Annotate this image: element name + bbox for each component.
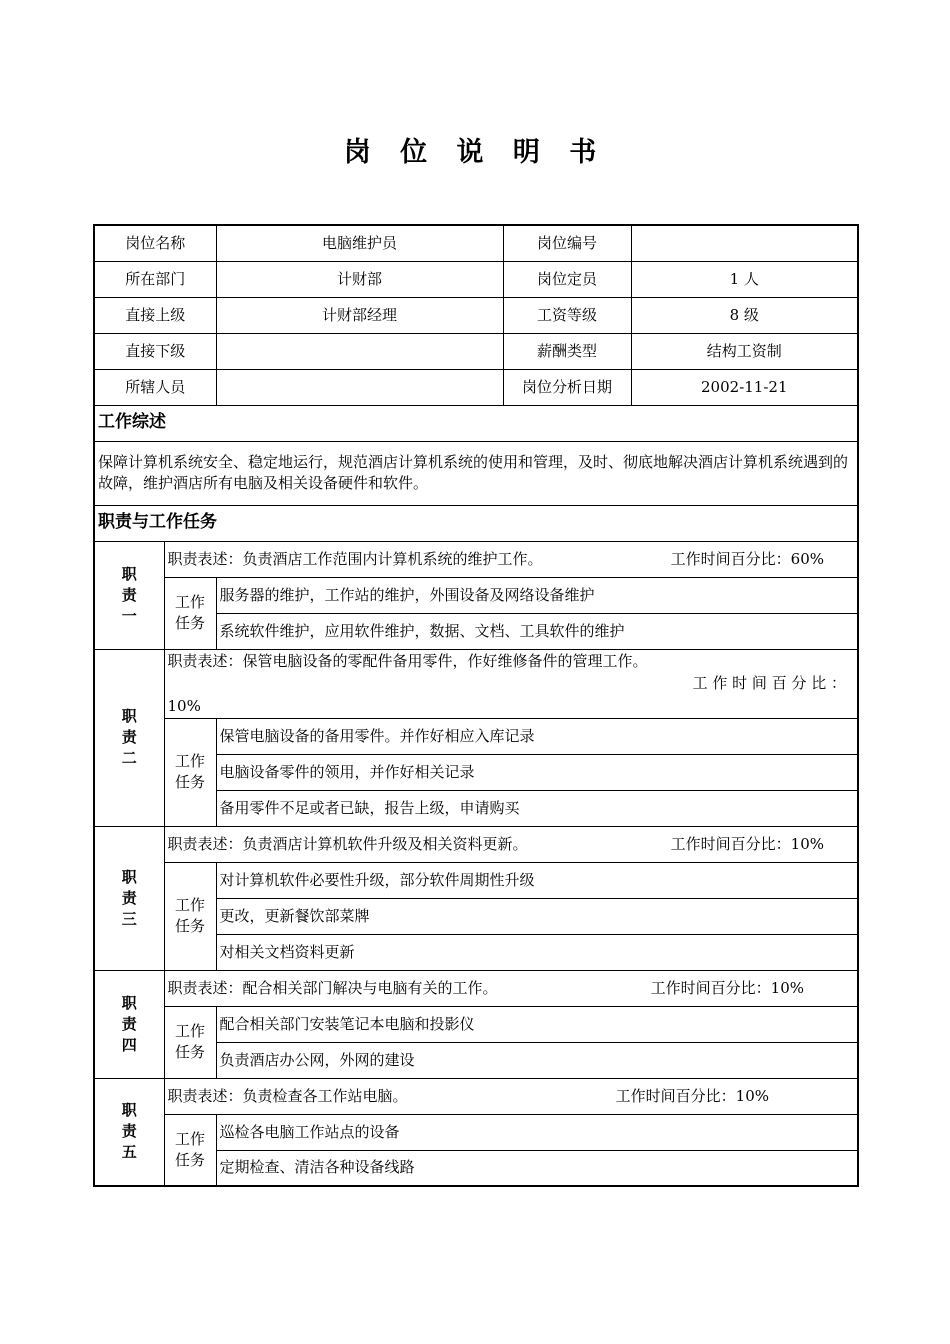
task-label: 工作 任务: [164, 718, 216, 826]
duty-statement-row: [94, 826, 858, 862]
duty-label-text: 职 责 四: [121, 993, 137, 1054]
duty-statement-row: [94, 1078, 858, 1114]
label-headcount: 岗位定员: [503, 261, 631, 297]
value-staff: [216, 369, 503, 405]
task-item: 对计算机软件必要性升级，部分软件周期性升级: [216, 862, 858, 898]
duty-statement-text: 职责表述：保管电脑设备的零配件备用零件，作好维修备件的管理工作。: [167, 651, 648, 670]
duty-statement: [164, 541, 858, 577]
duty-label-text: 职 责 一: [121, 564, 137, 625]
duty-statement: [164, 826, 858, 862]
duty-statement: [164, 1078, 858, 1114]
label-position-code: 岗位编号: [503, 225, 631, 261]
task-item: 服务器的维护，工作站的维护，外围设备及网络设备维护: [216, 577, 858, 613]
label-supervisor: 直接上级: [94, 297, 216, 333]
summary-heading: 工作综述: [94, 405, 858, 441]
value-headcount: 1 人: [631, 261, 858, 297]
duty-label: [94, 1078, 164, 1186]
duty-percent: 工作时间百分比：60%: [670, 549, 825, 568]
duty-statement: [164, 970, 858, 1006]
value-pay-type: 结构工资制: [631, 333, 858, 369]
duty-label-text: 职 责 二: [121, 707, 137, 767]
task-item: 更改，更新餐饮部菜牌: [216, 898, 858, 934]
task-row: [94, 862, 858, 898]
section-header: [94, 505, 858, 541]
info-row: [94, 261, 858, 297]
label-analysis-date: 岗位分析日期: [503, 369, 631, 405]
duty-percent-value: 10%: [167, 696, 201, 715]
value-subordinate: [216, 333, 503, 369]
label-staff: 所辖人员: [94, 369, 216, 405]
duty-statement-text: 职责表述：配合相关部门解决与电脑有关的工作。: [167, 978, 498, 997]
task-item: 巡检各电脑工作站点的设备: [216, 1114, 858, 1150]
value-analysis-date: 2002-11-21: [631, 369, 858, 405]
label-salary-grade: 工资等级: [503, 297, 631, 333]
duty-label: [94, 649, 164, 826]
duty-statement-row: [94, 649, 858, 718]
task-row: [94, 718, 858, 754]
duty-statement-text: 职责表述：负责酒店工作范围内计算机系统的维护工作。: [167, 549, 543, 568]
task-row: [94, 1006, 858, 1042]
label-subordinate: 直接下级: [94, 333, 216, 369]
task-item: 负责酒店办公网，外网的建设: [216, 1042, 858, 1078]
duty-percent: 工作时间百分比：10%: [670, 834, 825, 853]
duty-label-text: 职 责 五: [121, 1101, 137, 1162]
task-item: 电脑设备零件的领用，并作好相关记录: [216, 754, 858, 790]
task-label: 工作 任务: [164, 577, 216, 649]
section-header: [94, 405, 858, 441]
duty-statement-row: [94, 541, 858, 577]
duty-label: [94, 970, 164, 1078]
task-item: 定期检查、清洁各种设备线路: [216, 1150, 858, 1186]
value-position-name: 电脑维护员: [216, 225, 503, 261]
duty-statement-row: [94, 970, 858, 1006]
duty-percent: 工 作 时 间 百 分 比 ：: [692, 674, 847, 693]
task-label: 工作 任务: [164, 1006, 216, 1078]
summary-text: 保障计算机系统安全、稳定地运行，规范酒店计算机系统的使用和管理，及时、彻底地解决酒店计算机系统遇到的故障，维护酒店所有电脑及相关设备硬件和软件。: [94, 441, 858, 505]
duty-label: [94, 541, 164, 649]
task-item: 配合相关部门安装笔记本电脑和投影仪: [216, 1006, 858, 1042]
duty-percent: 工作时间百分比：10%: [650, 978, 805, 997]
task-item: 对相关文档资料更新: [216, 934, 858, 970]
document-title: 岗 位 说 明 书: [343, 137, 607, 168]
task-item: 系统软件维护，应用软件维护，数据、文档、工具软件的维护: [216, 613, 858, 649]
info-row: [94, 369, 858, 405]
duty-statement-text: 职责表述：负责酒店计算机软件升级及相关资料更新。: [167, 834, 528, 853]
duty-statement-text: 职责表述：负责检查各工作站电脑。: [167, 1086, 408, 1105]
label-pay-type: 薪酬类型: [503, 333, 631, 369]
task-label: 工作 任务: [164, 1114, 216, 1186]
task-row: [94, 577, 858, 613]
task-row: [94, 1114, 858, 1150]
job-description-table: [93, 224, 859, 1187]
info-row: [94, 297, 858, 333]
value-department: 计财部: [216, 261, 503, 297]
value-position-code: [631, 225, 858, 261]
duty-statement: [164, 649, 858, 718]
duty-percent: 工作时间百分比：10%: [615, 1086, 770, 1105]
duties-heading: 职责与工作任务: [94, 505, 858, 541]
duty-label: [94, 826, 164, 970]
info-row: [94, 333, 858, 369]
duty-label-text: 职 责 三: [121, 867, 137, 928]
value-salary-grade: 8 级: [631, 297, 858, 333]
label-position-name: 岗位名称: [94, 225, 216, 261]
task-label: 工作 任务: [164, 862, 216, 970]
info-row: [94, 225, 858, 261]
summary-row: [94, 441, 858, 505]
task-item: 保管电脑设备的备用零件。并作好相应入库记录: [216, 718, 858, 754]
label-department: 所在部门: [94, 261, 216, 297]
task-item: 备用零件不足或者已缺，报告上级，申请购买: [216, 790, 858, 826]
value-supervisor: 计财部经理: [216, 297, 503, 333]
